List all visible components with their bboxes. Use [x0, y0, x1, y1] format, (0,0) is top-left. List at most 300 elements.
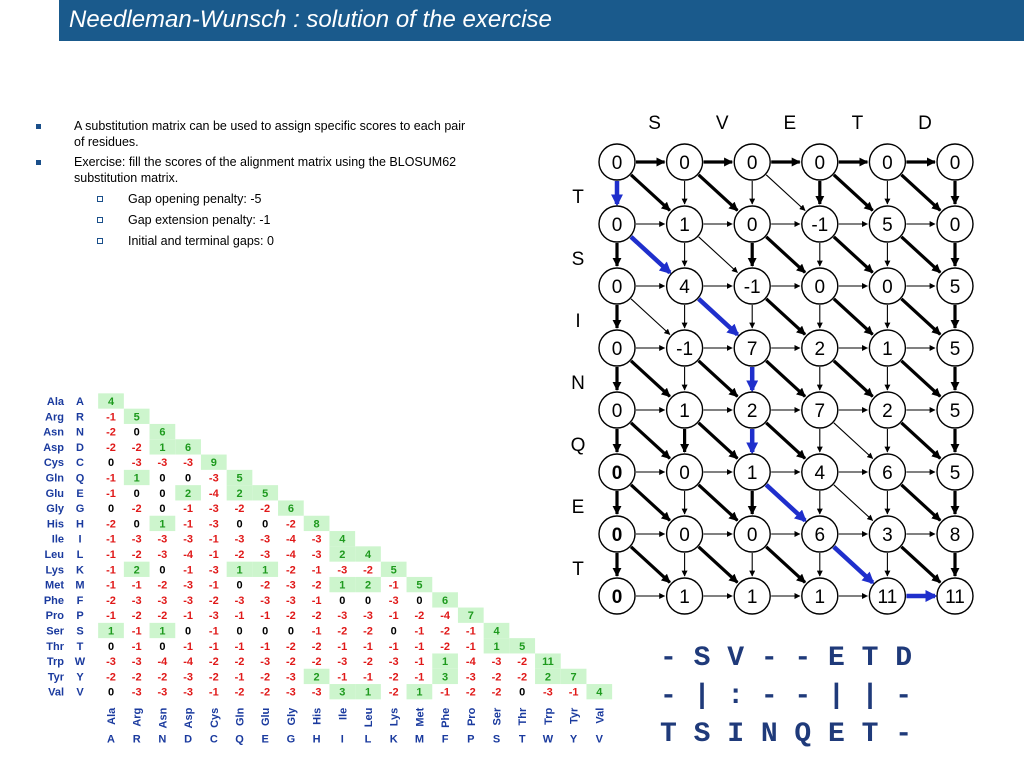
blosum-col-code: Q	[235, 733, 244, 746]
traceback-arrow	[834, 547, 873, 583]
blosum-cell: -1	[234, 640, 245, 653]
blosum-cell: -3	[311, 549, 322, 561]
blosum-col-code: K	[389, 733, 398, 746]
blosum-cell: -4	[183, 656, 193, 669]
blosum-row-name: Pro	[45, 610, 64, 623]
blosum-cell: -3	[157, 533, 168, 546]
nw-cell-value: 7	[814, 401, 826, 422]
blosum-col-name: His	[311, 707, 324, 725]
nw-cell-value: 2	[746, 401, 758, 422]
blosum-col-name: Tyr	[568, 707, 581, 725]
alignment-line-top: - S V - - E T D	[660, 643, 913, 674]
blosum-row-code: V	[76, 686, 84, 699]
nw-arrow	[699, 547, 738, 583]
blosum-row-code: P	[76, 610, 84, 623]
blosum-cell: -2	[106, 671, 116, 684]
blosum-cell: -2	[517, 656, 528, 669]
blosum-cell: -4	[286, 549, 296, 561]
blosum-cell: -4	[465, 656, 476, 669]
nw-arrow	[631, 547, 670, 583]
nw-cell-value: 0	[611, 587, 623, 608]
nw-cell-value: 5	[882, 215, 893, 236]
blosum-cell: 1	[107, 625, 115, 638]
blosum-cell: 3	[339, 686, 346, 699]
nw-cell-value: 4	[679, 277, 690, 298]
blosum-cell: -1	[260, 640, 271, 653]
nw-arrow	[901, 175, 940, 211]
blosum-cell: 5	[390, 564, 397, 577]
blosum-row-code: K	[76, 564, 84, 577]
blosum-row-name: Glu	[45, 487, 64, 500]
blosum-cell: 0	[159, 472, 166, 485]
blosum-cell: -2	[208, 594, 219, 607]
blosum-cell: -1	[208, 625, 219, 638]
blosum-cell: -3	[286, 579, 296, 592]
blosum-cell: 6	[159, 426, 166, 439]
blosum-cell: -3	[131, 457, 142, 470]
blosum-cell: -2	[260, 579, 271, 592]
nw-cell-value: 1	[679, 401, 690, 422]
blosum-cell: -3	[131, 656, 142, 669]
blosum-cell: -3	[183, 457, 193, 470]
blosum-cell: -3	[363, 610, 373, 623]
nw-cell-value: 0	[746, 153, 758, 174]
nw-cell-value: -1	[811, 215, 829, 236]
blosum-cell: -1	[311, 564, 322, 577]
nw-cell-value: 5	[949, 463, 961, 484]
nw-cell-value: 2	[814, 339, 826, 360]
nw-column-header: T	[851, 113, 864, 134]
nw-cell-value: 6	[882, 463, 893, 484]
blosum-cell: -1	[337, 640, 348, 653]
blosum-cell: -3	[260, 594, 271, 607]
blosum-cell: -1	[465, 640, 476, 653]
nw-cell-value: 5	[949, 277, 961, 298]
blosum-col-code: L	[364, 733, 372, 746]
blosum-cell: -2	[106, 441, 116, 454]
blosum-cell: -2	[440, 640, 450, 653]
blosum-cell: -2	[106, 518, 116, 531]
nw-cell-value: 0	[814, 277, 826, 298]
blosum-cell: -3	[260, 533, 271, 546]
nw-row-header: T	[572, 187, 584, 208]
blosum-cell: 4	[339, 533, 346, 546]
blosum-cell: -3	[157, 549, 168, 561]
blosum-cell: 8	[313, 518, 320, 531]
blosum-col-name: Glu	[260, 707, 273, 727]
blosum-cell: -2	[157, 610, 168, 623]
blosum-cell: -1	[131, 579, 142, 592]
blosum-cell: -2	[491, 686, 502, 699]
blosum-cell: 2	[313, 671, 320, 684]
nw-cell-value: 1	[746, 587, 758, 608]
blosum-col-name: Thr	[517, 707, 530, 726]
nw-cell-value: 0	[611, 401, 623, 422]
blosum-cell: 1	[133, 472, 140, 485]
nw-cell-value: 7	[746, 339, 758, 360]
blosum-cell: -1	[568, 686, 579, 699]
blosum-cell: -2	[234, 503, 245, 516]
blosum-cell: -1	[234, 610, 245, 623]
blosum-row-name: Ala	[46, 396, 64, 408]
blosum-col-code: D	[184, 733, 193, 746]
blosum-cell: -2	[286, 564, 296, 577]
nw-cell-value: 0	[611, 463, 623, 484]
blosum-row-name: Ser	[46, 625, 64, 638]
blosum-cell: -2	[286, 640, 296, 653]
nw-cell-value: 1	[679, 215, 690, 236]
blosum-cell: -3	[106, 656, 116, 669]
blosum-cell: -2	[234, 549, 245, 561]
blosum-row-name: Cys	[43, 457, 64, 470]
blosum-cell: 7	[467, 610, 474, 623]
blosum-cell: 0	[159, 564, 166, 577]
blosum-cell: -2	[414, 610, 425, 623]
blosum-row-code: I	[78, 533, 82, 546]
nw-row-header: I	[575, 311, 581, 332]
blosum-cell: -1	[106, 610, 116, 623]
blosum-cell: 0	[133, 487, 140, 500]
blosum-cell: -1	[388, 579, 399, 592]
nw-arrow	[766, 237, 805, 273]
blosum-cell: -1	[183, 518, 193, 531]
blosum-cell: 2	[133, 564, 140, 577]
blosum-col-code: R	[132, 733, 141, 746]
blosum-cell: -1	[183, 610, 193, 623]
blosum-cell: -3	[208, 503, 219, 516]
nw-cell-value: 0	[611, 153, 623, 174]
nw-cell-value: 11	[945, 587, 965, 608]
nw-cell-value: 0	[611, 525, 623, 546]
blosum-cell: 0	[107, 640, 115, 653]
nw-arrow	[699, 485, 738, 521]
alignment-line-bottom: T S I N Q E T -	[660, 719, 913, 750]
blosum-row-name: Phe	[43, 594, 64, 607]
nw-arrow	[901, 423, 940, 459]
traceback-arrow	[631, 237, 670, 273]
blosum-cell: -1	[388, 640, 399, 653]
blosum-cell: -2	[363, 625, 373, 638]
blosum-cell: 9	[210, 457, 217, 470]
blosum-cell: 0	[159, 640, 166, 653]
blosum-cell: -3	[183, 686, 193, 699]
blosum-row-name: Gln	[45, 472, 64, 485]
blosum-cell: -1	[414, 625, 425, 638]
blosum-cell: 5	[236, 472, 243, 485]
blosum-cell: 0	[339, 594, 346, 607]
blosum-cell: -3	[260, 656, 271, 669]
blosum-cell: -3	[491, 656, 502, 669]
nw-arrow	[834, 423, 873, 459]
nw-row-header: N	[571, 373, 585, 394]
nw-cell-value: 0	[611, 339, 623, 360]
nw-row-header: Q	[570, 435, 586, 456]
alignment-result	[660, 640, 912, 754]
blosum-cell: -2	[131, 503, 142, 516]
blosum-cell: -2	[260, 686, 271, 699]
blosum-row-name: Met	[45, 579, 64, 592]
blosum-row-name: Lys	[45, 564, 64, 577]
nw-arrow	[699, 237, 738, 273]
blosum-cell: -2	[131, 441, 142, 454]
blosum-cell: -3	[208, 564, 219, 577]
blosum-cell: -1	[311, 625, 322, 638]
blosum-row-code: Y	[76, 671, 84, 684]
blosum-col-name: Trp	[542, 707, 555, 725]
blosum-cell: 6	[185, 441, 192, 454]
blosum-cell: -2	[337, 625, 348, 638]
blosum-col-code: S	[492, 733, 501, 746]
blosum-cell: -2	[260, 671, 271, 684]
blosum-cell: 5	[133, 411, 140, 424]
nw-cell-value: 8	[949, 525, 961, 546]
blosum-cell: 5	[519, 640, 526, 653]
blosum-cell: 4	[364, 549, 372, 561]
blosum-row-name: His	[46, 518, 64, 531]
nw-cell-value: -1	[676, 339, 694, 360]
nw-arrow	[901, 361, 940, 397]
nw-arrow	[631, 299, 670, 335]
blosum-cell: -1	[106, 411, 116, 424]
blosum-cell: -1	[414, 640, 425, 653]
blosum-row-code: C	[76, 457, 84, 470]
blosum-row-name: Thr	[46, 640, 64, 653]
blosum-row-code: N	[76, 426, 84, 439]
blosum-cell: 0	[390, 625, 397, 638]
blosum-cell: -1	[106, 533, 116, 546]
blosum-cell: -2	[157, 579, 168, 592]
blosum-cell: -1	[106, 487, 116, 500]
blosum-cell: -4	[208, 487, 219, 500]
nw-cell-value: 4	[814, 463, 826, 484]
blosum-cell: 6	[442, 594, 449, 607]
blosum-col-code: E	[261, 733, 269, 746]
traceback-arrow	[766, 485, 805, 521]
blosum-cell: -3	[337, 656, 348, 669]
blosum-row-code: W	[74, 656, 86, 669]
blosum-cell: -3	[234, 533, 245, 546]
blosum-cell: -2	[260, 503, 271, 516]
blosum-cell: -1	[311, 594, 322, 607]
blosum-col-name: Lys	[388, 707, 401, 727]
blosum-cell: -1	[208, 579, 219, 592]
blosum-row-code: H	[76, 518, 84, 531]
blosum-col-code: W	[542, 733, 554, 746]
nw-cell-value: 0	[611, 277, 623, 298]
blosum-cell: -2	[286, 656, 296, 669]
nw-arrow	[901, 299, 940, 335]
nw-cell-value: 0	[882, 277, 893, 298]
blosum-cell: 1	[493, 640, 500, 653]
blosum-row-name: Trp	[46, 656, 64, 669]
blosum-cell: 0	[287, 625, 294, 638]
nw-column-header: V	[715, 113, 729, 134]
blosum-col-code: C	[209, 733, 218, 746]
blosum-cell: -2	[363, 656, 373, 669]
nw-arrow	[766, 547, 805, 583]
blosum-cell: -4	[440, 610, 450, 623]
nw-arrow	[834, 237, 873, 273]
nw-cell-value: 2	[882, 401, 893, 422]
blosum-cell: -3	[260, 549, 271, 561]
nw-arrow	[631, 485, 670, 521]
blosum-col-name: Ile	[337, 707, 350, 720]
blosum-col-code: A	[107, 733, 115, 746]
blosum-cell: -3	[543, 686, 553, 699]
nw-arrow	[766, 423, 805, 459]
blosum-col-code: T	[518, 733, 526, 746]
blosum-cell: -2	[131, 549, 142, 561]
blosum-cell: 2	[185, 487, 192, 500]
blosum-cell: -2	[286, 518, 296, 531]
blosum-cell: 1	[159, 518, 166, 531]
blosum-cell: -1	[414, 671, 425, 684]
nw-cell-value: 6	[814, 525, 826, 546]
blosum-cell: 0	[262, 518, 269, 531]
blosum-cell: -3	[208, 472, 219, 485]
blosum-cell: -4	[286, 533, 296, 546]
blosum-cell: -3	[286, 594, 296, 607]
blosum-cell: -2	[311, 579, 322, 592]
nw-arrow	[901, 237, 940, 273]
blosum-cell: -3	[311, 533, 322, 546]
blosum-cell: -1	[131, 625, 142, 638]
blosum-cell: -1	[106, 549, 116, 561]
alignment-line-match: - | : - - | | -	[660, 681, 913, 712]
blosum-cell: 4	[107, 396, 115, 408]
nw-cell-value: 0	[882, 153, 893, 174]
blosum-col-name: Asp	[183, 707, 196, 729]
nw-row-header: T	[572, 559, 584, 580]
nw-cell-value: 0	[679, 463, 690, 484]
blosum-cell: 0	[133, 518, 140, 531]
blosum-row-name: Gly	[46, 503, 64, 516]
blosum-col-name: Cys	[208, 707, 221, 728]
blosum-cell: 1	[364, 686, 372, 699]
blosum-row-name: Leu	[44, 549, 64, 561]
blosum-cell: 1	[262, 564, 269, 577]
blosum-cell: -2	[388, 686, 399, 699]
blosum-col-code: I	[340, 733, 344, 746]
blosum-cell: 0	[262, 625, 269, 638]
blosum-cell: -1	[106, 564, 116, 577]
nw-column-header: D	[918, 113, 932, 134]
blosum-cell: 2	[364, 579, 372, 592]
blosum-cell: -2	[131, 610, 142, 623]
blosum-cell: -1	[260, 610, 271, 623]
blosum-cell: 2	[544, 671, 551, 684]
nw-cell-value: 1	[882, 339, 893, 360]
blosum-cell: 0	[236, 579, 243, 592]
blosum-cell: 0	[236, 518, 243, 531]
blosum-cell: -2	[234, 686, 245, 699]
blosum-col-name: Arg	[131, 707, 144, 727]
blosum-row-name: Val	[48, 686, 64, 699]
blosum-row-code: G	[75, 503, 85, 516]
blosum-cell: -3	[388, 594, 399, 607]
nw-arrow	[766, 361, 805, 397]
blosum-cell: -2	[157, 671, 168, 684]
blosum-cell: -3	[208, 518, 219, 531]
blosum-cell: 0	[159, 503, 166, 516]
nw-arrow	[834, 299, 873, 335]
sub-bullet-text: Gap extension penalty: -1	[128, 213, 271, 227]
blosum-row-code: Q	[75, 472, 85, 485]
nw-cell-value: 1	[679, 587, 690, 608]
blosum-cell: -3	[157, 686, 168, 699]
nw-arrow	[901, 547, 940, 583]
blosum-cell: 5	[262, 487, 269, 500]
blosum-cell: -3	[208, 610, 219, 623]
sub-bullet-text: Gap opening penalty: -5	[128, 192, 262, 206]
blosum-cell: -1	[363, 671, 373, 684]
blosum-col-code: M	[414, 733, 424, 746]
blosum-col-code: N	[158, 733, 167, 746]
blosum-col-name: Val	[594, 707, 607, 724]
nw-column-header: S	[648, 113, 661, 134]
blosum-row-name: Asn	[43, 426, 64, 439]
blosum-cell: -1	[106, 472, 116, 485]
blosum-col-name: Met	[414, 707, 427, 727]
nw-cell-value: 1	[814, 587, 826, 608]
nw-column-header: E	[783, 113, 797, 134]
blosum-cell: -3	[311, 686, 322, 699]
blosum-col-name: Phe	[440, 707, 453, 728]
blosum-cell: 4	[596, 686, 603, 699]
blosum-cell: 1	[416, 686, 423, 699]
blosum-cell: 0	[107, 457, 115, 470]
nw-cell-value: 0	[679, 153, 690, 174]
blosum-cell: -2	[311, 656, 322, 669]
blosum-cell: 0	[159, 487, 166, 500]
blosum-col-code: F	[441, 733, 449, 746]
blosum-cell: 6	[287, 503, 294, 516]
blosum-cell: 1	[442, 656, 449, 669]
blosum-cell: 0	[107, 686, 115, 699]
blosum-cell: 1	[339, 579, 346, 592]
nw-cell-value: 5	[949, 339, 961, 360]
blosum-cell: -3	[183, 579, 193, 592]
blosum-cell: -1	[414, 656, 425, 669]
blosum-cell: -3	[157, 594, 168, 607]
nw-arrow	[766, 175, 805, 211]
nw-arrow	[699, 175, 738, 211]
blosum-col-name: Leu	[363, 707, 375, 728]
nw-arrow	[631, 423, 670, 459]
blosum-cell: -2	[286, 610, 296, 623]
blosum-col-name: Ala	[106, 707, 118, 725]
nw-row-header: E	[571, 497, 585, 518]
nw-arrow	[631, 361, 670, 397]
nw-cell-value: 11	[877, 587, 898, 608]
blosum-col-name: Pro	[465, 707, 478, 727]
blosum-cell: 2	[236, 487, 243, 500]
nw-arrow	[699, 361, 738, 397]
blosum-cell: -3	[286, 686, 296, 699]
blosum-cell: -2	[491, 671, 502, 684]
blosum-cell: 0	[107, 503, 115, 516]
blosum-col-name: Gly	[285, 707, 298, 726]
blosum-cell: -1	[337, 671, 348, 684]
blosum-cell: -1	[234, 671, 245, 684]
blosum-cell: 0	[185, 625, 192, 638]
bullet-text: A substitution matrix can be used to assign specific scores to each pair of residues.	[74, 119, 466, 149]
bullet-text: Exercise: fill the scores of the alignment matrix using the BLOSUM62 substitution matrix.	[74, 155, 457, 185]
nw-arrow	[834, 175, 873, 211]
blosum-cell: -1	[183, 640, 193, 653]
blosum-cell: -2	[363, 564, 373, 577]
blosum-cell: -3	[131, 594, 142, 607]
